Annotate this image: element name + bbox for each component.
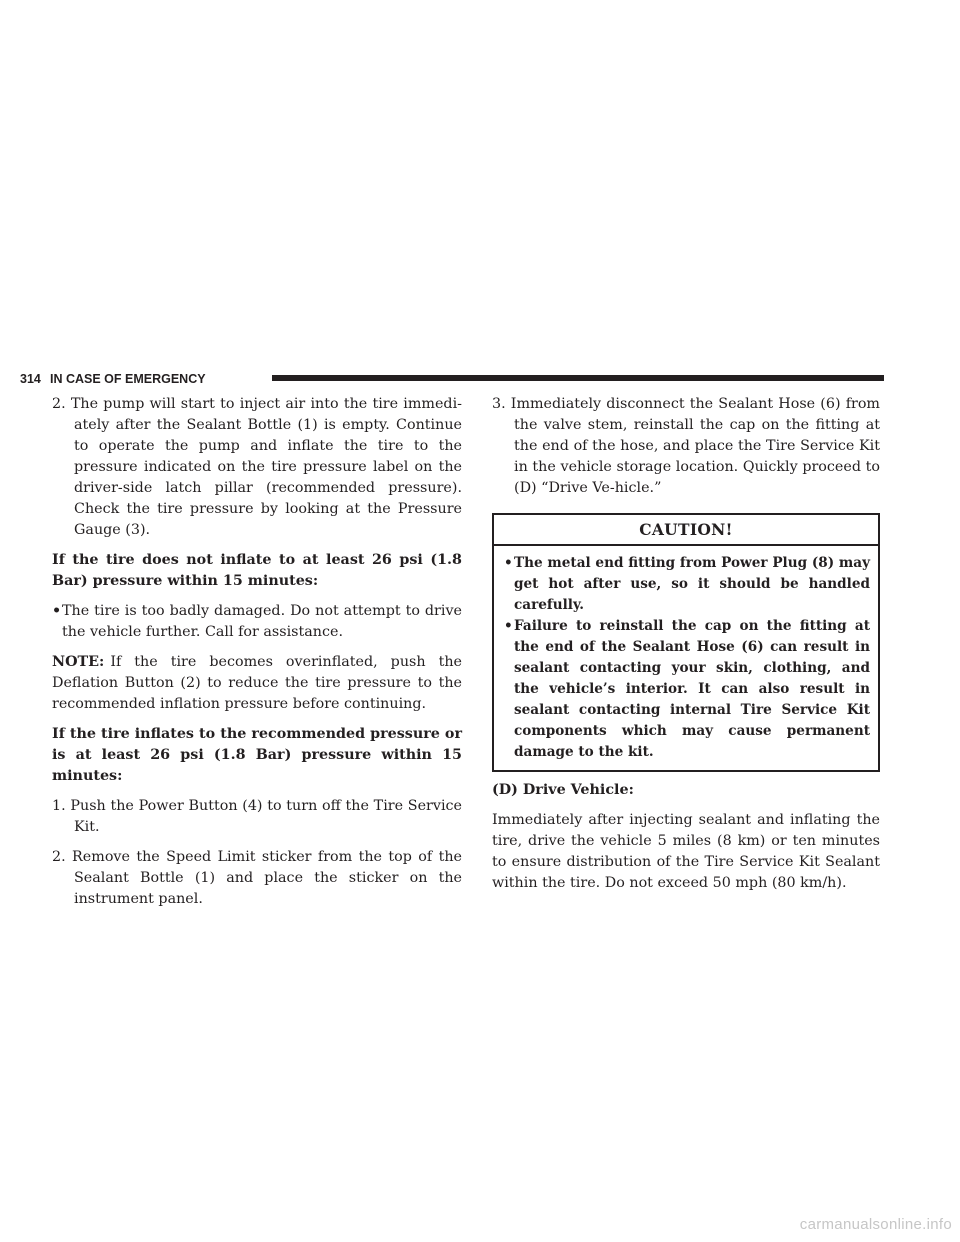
caution-text: The metal end fitting from Power Plug (8) may get hot after use, so it should be handled carefully.	[514, 555, 870, 613]
caution-item	[504, 616, 870, 763]
caution-text: Failure to reinstall the cap on the fitting at the end of the Sealant Hose (6) can result in sealant contacting your skin, clothing, and the vehicle’s interior. It can also result in sealant contacting internal Tire Service Kit components which may cause permanent damage to the kit.	[514, 618, 870, 760]
inflates-heading: If the tire inflates to the recommended pressure or is at least 26 psi (1.8 Bar) pressure within 15 minutes:	[52, 726, 462, 784]
caution-item	[504, 553, 870, 616]
page-header	[20, 370, 884, 388]
left-column	[52, 394, 462, 910]
drive-vehicle-text: Immediately after injecting sealant and inflating the tire, drive the vehicle 5 miles (8 km) or ten minutes to ensure distribution of the Tire Service Kit Sealant within the tire. Do not exceed 50 mph (80 km/h).	[492, 812, 880, 891]
bullet-icon: •	[504, 555, 513, 571]
bullet-icon: •	[52, 603, 62, 619]
step-3-disconnect: 3. Immediately disconnect the Sealant Hose (6) from the valve stem, reinstall the cap on the fitting at the end of the hose, and place the Tire Service Kit in the vehicle storage location. Quickly proceed to (D) “Drive Ve-hicle.”	[492, 396, 880, 496]
watermark: carmanualsonline.info	[799, 1216, 952, 1233]
not-inflate-bullet	[52, 601, 462, 643]
step-2-sticker: 2. Remove the Speed Limit sticker from the top of the Sealant Bottle (1) and place the sticker on the instrument panel.	[52, 849, 462, 907]
header-rule	[272, 375, 884, 381]
not-inflate-heading: If the tire does not inflate to at least 26 psi (1.8 Bar) pressure within 15 minutes:	[52, 552, 462, 589]
bullet-text: The tire is too badly damaged. Do not attempt to drive the vehicle further. Call for assistance.	[62, 603, 462, 640]
step-1-power: 1. Push the Power Button (4) to turn off the Tire Service Kit.	[52, 798, 462, 835]
page-number: 314	[20, 372, 41, 386]
step-2-pump: 2. The pump will start to inject air into the tire immedi-ately after the Sealant Bottle (1) is empty. Continue to operate the pump and inflate the tire to the pressure indicated on the tire pressure label on the driver-side latch pillar (recommended pressure). Check the tire pressure by looking at the Pressure Gauge (3).	[52, 396, 462, 538]
right-column	[492, 394, 880, 894]
bullet-icon: •	[504, 618, 513, 634]
section-title: IN CASE OF EMERGENCY	[50, 372, 206, 386]
note-text: If the tire becomes overinflated, push the Deflation Button (2) to reduce the tire pressure to the recommended inflation pressure before continuing.	[52, 654, 462, 712]
drive-vehicle-heading: (D) Drive Vehicle:	[492, 782, 634, 798]
caution-box	[492, 513, 880, 772]
note-paragraph	[52, 652, 462, 715]
caution-body	[494, 546, 878, 770]
note-label: NOTE:	[52, 654, 105, 670]
caution-title: CAUTION!	[494, 515, 878, 546]
